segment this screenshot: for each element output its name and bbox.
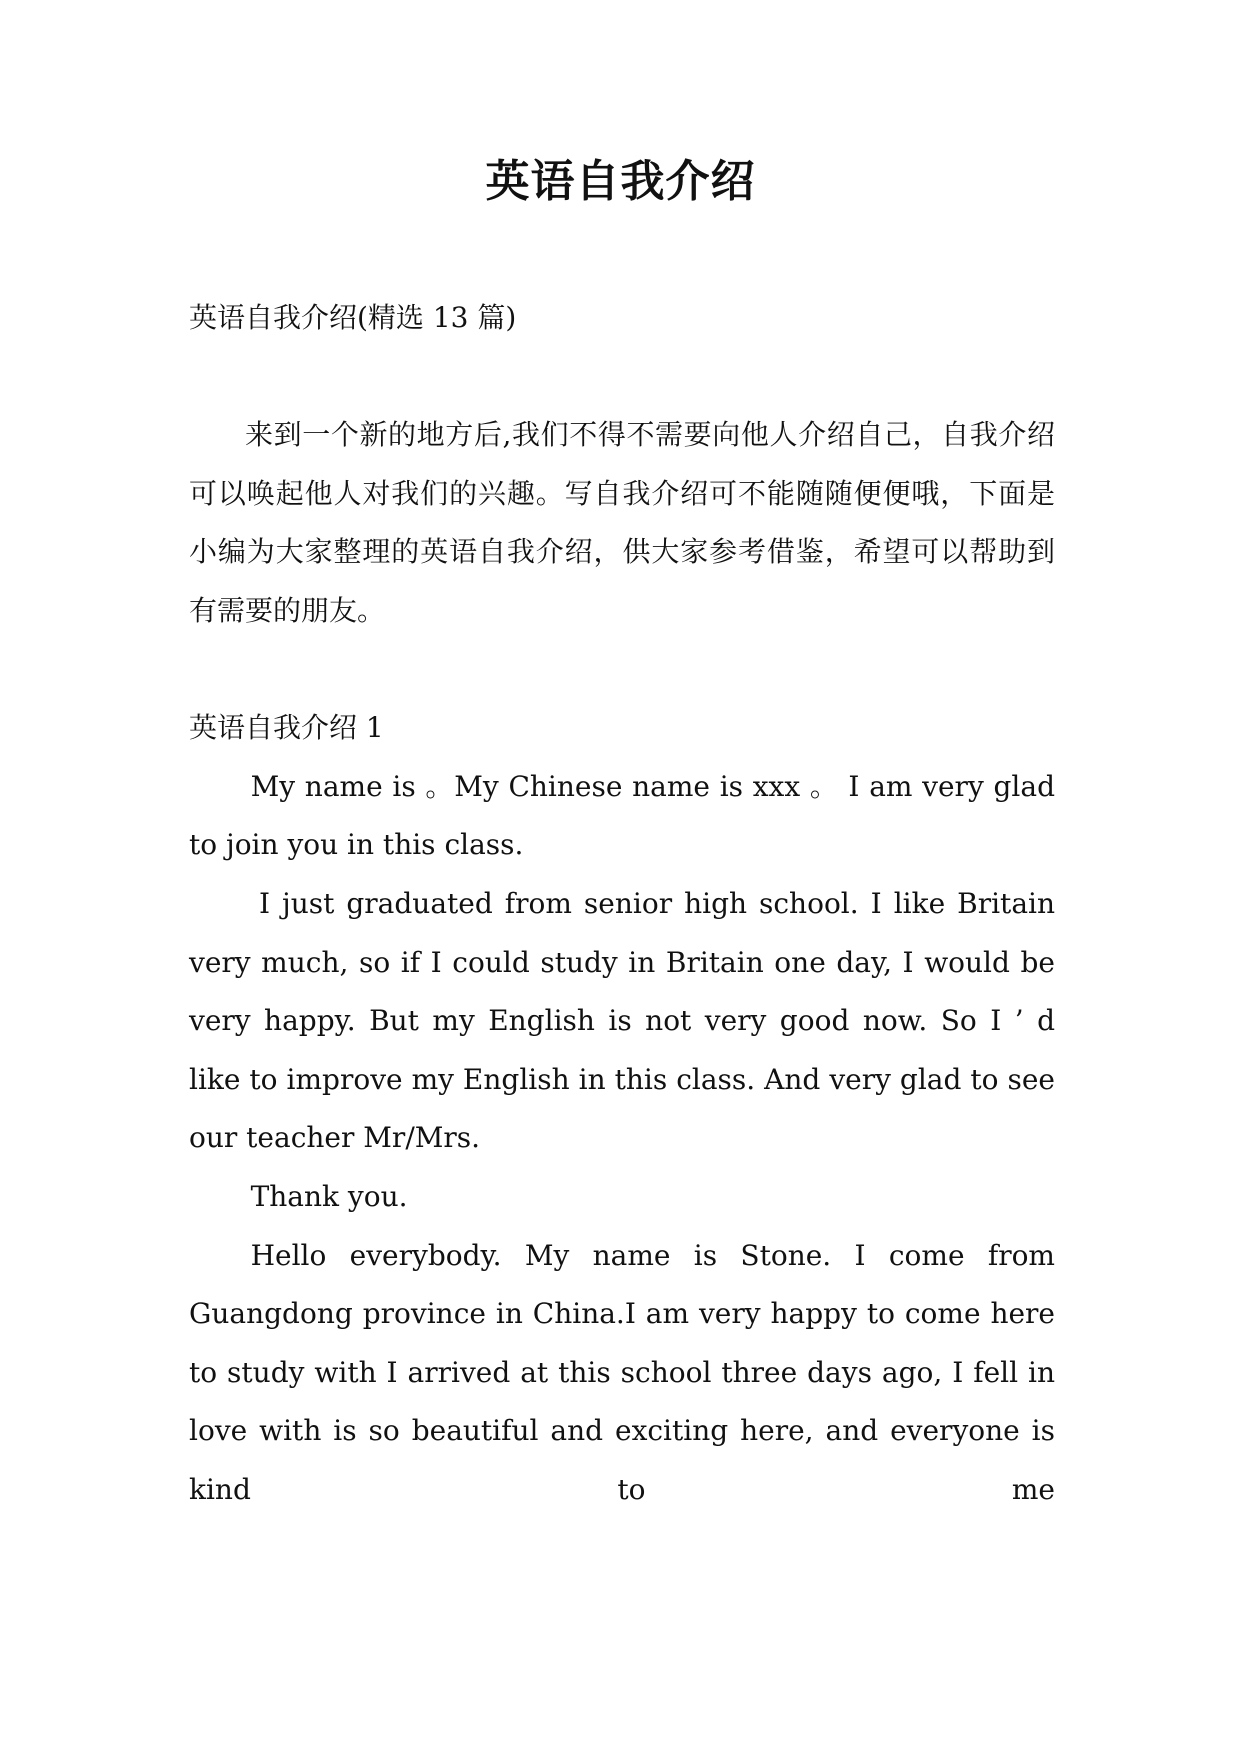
document-body [189, 289, 1055, 1519]
document-subtitle: 英语自我介绍(精选 13 篇) [189, 301, 517, 334]
paragraph-4: Hello everybody. My name is Stone. I come from Guangdong province in China.I am very happy to come here to study with I arrived at this school three days ago, I fell in love with is so beautiful and exciting here, and everyone is kind to me [189, 1238, 1055, 1506]
intro-paragraph: 来到一个新的地方后,我们不得不需要向他人介绍自己，自我介绍可以唤起他人对我们的兴趣。写自我介绍可不能随随便便哦，下面是小编为大家整理的英语自我介绍，供大家参考借鉴，希望可以帮助到有需要的朋友。 [189, 418, 1055, 627]
document-title: 英语自我介绍 [485, 156, 756, 207]
section-heading: 英语自我介绍 1 [189, 711, 384, 745]
paragraph-1: My name is 。My Chinese name is xxx 。 I am very glad to join you in this class. [189, 769, 1055, 862]
paragraph-2: I just graduated from senior high school. I like Britain very much, so if I could study in Britain one day, I would be very happy. But my English is not very good now. So I ’ d like to improve my English in this class. And very glad to see our teacher Mr/Mrs. [189, 886, 1055, 1155]
paragraph-3: Thank you. [250, 1179, 408, 1213]
